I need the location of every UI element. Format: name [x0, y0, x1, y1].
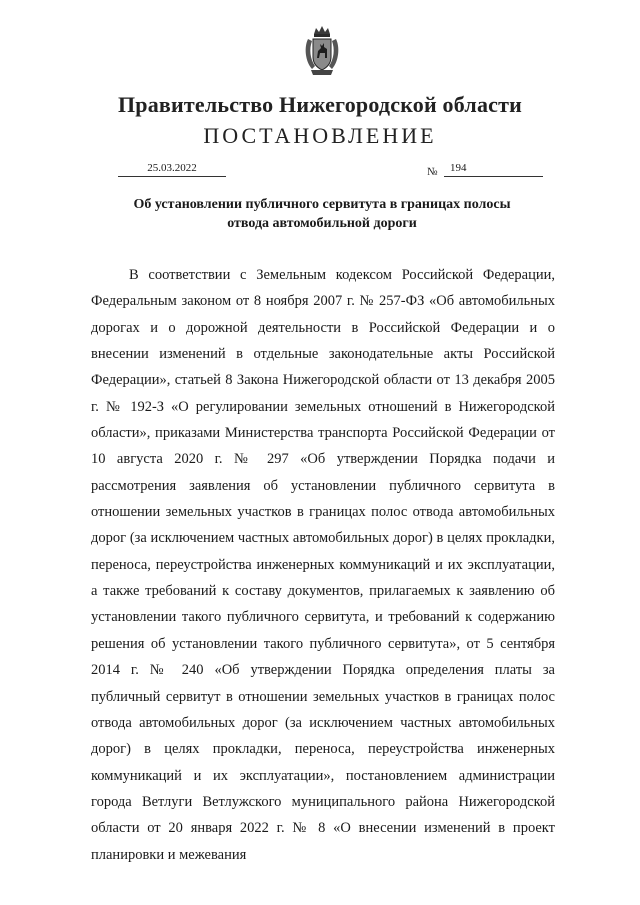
- document-number: 194: [444, 160, 543, 177]
- number-sign: №: [427, 166, 438, 178]
- document-type: ПОСТАНОВЛЕНИЕ: [203, 123, 437, 148]
- coat-of-arms-icon: [302, 25, 342, 77]
- document-subject: [90, 195, 554, 233]
- subject-line-2: отвода автомобильной дороги: [227, 216, 417, 231]
- government-title: Правительство Нижегородской области: [117, 92, 522, 117]
- emblem: [302, 25, 342, 77]
- body-paragraph: В соответствии с Земельным кодексом Российской Федерации, Федеральным законом от 8 ноября 2007 г. № 257-ФЗ «Об автомобильных дорогах и о дорожной деятельности в Российской Федерации и о внесении изменений в отдельные законодательные акты Российской Федерации», статьей 8 Закона Нижегородской области от 13 декабря 2005 г. № 192-З «О регулировании земельных отношений в Нижегородской области», приказами Министерства транспорта Российской Федерации от 10 августа 2020 г. № 297 «Об утверждении Порядка подачи и рассмотрения заявления об установлении публичного сервитута в отношении земельных участков в границах полос отвода автомобильных дорог (за исключением частных автомобильных дорог) в целях прокладки, переноса, переустройства инженерных коммуникаций и их эксплуатации, а также требований к составу документов, прилагаемых к заявлению об установлении такого публичного сервитута, и требований к содержанию решения об установлении такого публичного сервитута», от 5 сентября 2014 г. № 240 «Об утверждении Порядка определения платы за публичный сервитут в отношении земельных участков в границах полос отвода автомобильных дорог (за исключением частных автомобильных дорог) в целях прокладки, переноса, переустройства инженерных коммуникаций и их эксплуатации», постановлением администрации города Ветлуги Ветлужского муниципального района Нижегородской области от 20 января 2022 г. № 8 «О внесении изменений в проект планировки и межевания: [91, 267, 555, 863]
- subject-line-1: Об установлении публичного сервитута в границах полосы: [133, 197, 511, 212]
- document-date: 25.03.2022: [118, 160, 226, 177]
